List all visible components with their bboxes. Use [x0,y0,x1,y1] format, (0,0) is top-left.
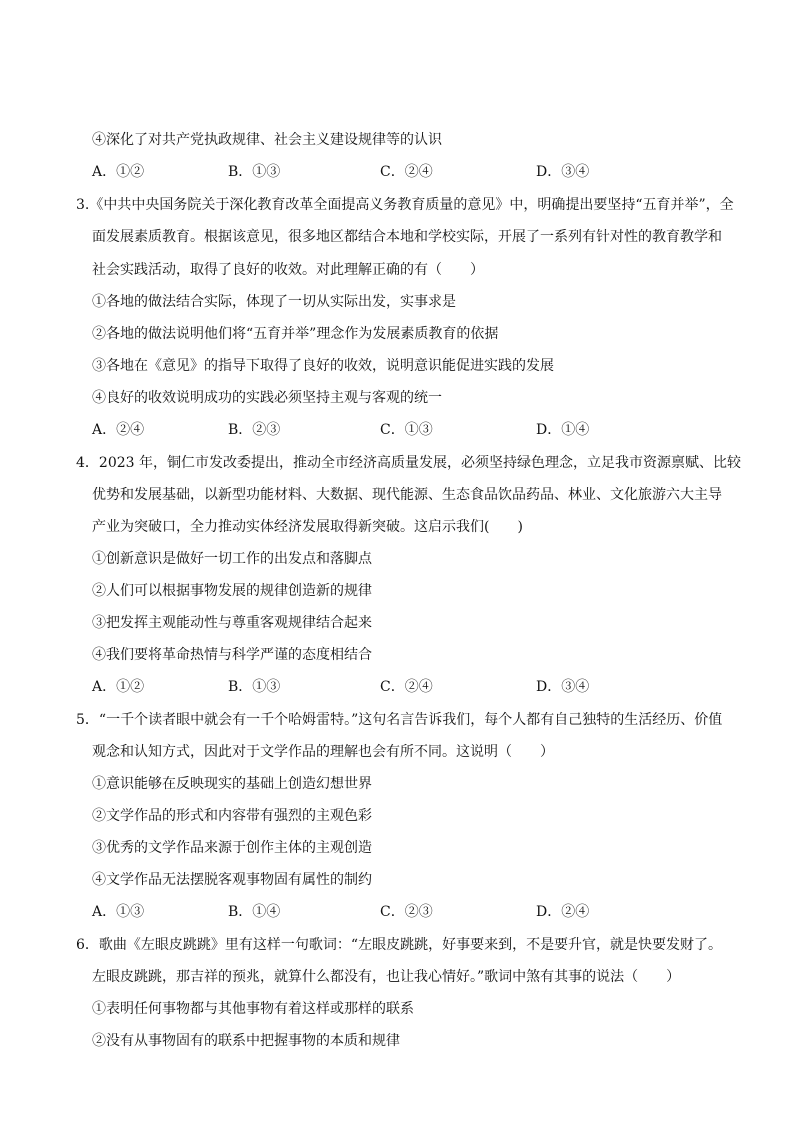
q5-option-4: ④文学作品无法摆脱客观事物固有属性的制约 [92,872,372,888]
q2-choice-d: D．③④ [536,164,590,180]
q4-choice-c: C．②④ [380,679,433,695]
q3-choice-c: C．①③ [380,422,433,438]
q4-option-4: ④我们要将革命热情与科学严谨的态度相结合 [92,647,372,663]
q5-option-2: ②文学作品的形式和内容带有强烈的主观色彩 [92,808,372,824]
q4-stem-line-3: 产业为突破口，全力推动实体经济发展取得新突破。这启示我们( ) [92,519,523,535]
q4-choice-d: D．③④ [536,679,590,695]
q2-choice-c: C．②④ [380,164,433,180]
q3-option-3: ③各地在《意见》的指导下取得了良好的收效，说明意识能促进实践的发展 [92,358,554,374]
q5-choice-a: A．①③ [92,904,145,920]
q5-stem-line-2: 观念和认知方式，因此对于文学作品的理解也会有所不同。这说明（ ） [92,744,554,760]
q2-option-4: ④深化了对共产党执政规律、社会主义建设规律等的认识 [92,132,442,148]
q3-choice-d: D．①④ [536,422,590,438]
q6-option-1: ①表明任何事物都与其他事物有着这样或那样的联系 [92,1001,414,1017]
q5-choice-d: D．②④ [536,904,590,920]
q4-option-2: ②人们可以根据事物发展的规律创造新的规律 [92,583,372,599]
q2-choice-a: A．①② [92,164,145,180]
q4-choice-a: A．①② [92,679,145,695]
q3-option-1: ①各地的做法结合实际，体现了一切从实际出发，实事求是 [92,294,456,310]
q3-stem-line-1: 3.《中共中央国务院关于深化教育改革全面提高义务教育质量的意见》中，明确提出要坚持“五育并举”，全 [76,197,734,213]
q5-choice-c: C．②③ [380,904,433,920]
q3-option-4: ④良好的收效说明成功的实践必须坚持主观与客观的统一 [92,390,442,406]
q5-stem-line-1: 5．“一千个读者眼中就会有一千个哈姆雷特。”这句名言告诉我们，每个人都有自己独特的生活经历、价值 [76,712,723,728]
q6-option-2: ②没有从事物固有的联系中把握事物的本质和规律 [92,1033,400,1049]
q5-choice-b: B．①④ [228,904,281,920]
q4-option-3: ③把发挥主观能动性与尊重客观规律结合起来 [92,615,372,631]
q3-stem-line-3: 社会实践活动，取得了良好的收效。对此理解正确的有（ ） [92,262,484,278]
q5-option-3: ③优秀的文学作品来源于创作主体的主观创造 [92,840,372,856]
q3-choice-b: B．②③ [228,422,281,438]
q4-choice-b: B．①③ [228,679,281,695]
q4-stem-line-1: 4．2023 年，铜仁市发改委提出，推动全市经济高质量发展，必须坚持绿色理念，立足我市资源禀赋、比较 [76,455,741,471]
q3-choice-a: A．②④ [92,422,145,438]
q4-option-1: ①创新意识是做好一切工作的出发点和落脚点 [92,551,372,567]
q6-stem-line-1: 6．歌曲《左眼皮跳跳》里有这样一句歌词：“左眼皮跳跳，好事要来到，不是要升官，就是快要发财了。 [76,937,723,953]
q4-stem-line-2: 优势和发展基础，以新型功能材料、大数据、现代能源、生态食品饮品药品、林业、文化旅游六大主导 [92,487,722,503]
q5-option-1: ①意识能够在反映现实的基础上创造幻想世界 [92,776,372,792]
q6-stem-line-2: 左眼皮跳跳，那吉祥的预兆，就算什么都没有，也让我心情好。”歌词中煞有其事的说法（ ） [92,969,681,985]
q2-choice-b: B．①③ [228,164,281,180]
q3-stem-line-2: 面发展素质教育。根据该意见，很多地区都结合本地和学校实际，开展了一系列有针对性的教育教学和 [92,229,722,245]
q3-option-2: ②各地的做法说明他们将“五育并举”理念作为发展素质教育的依据 [92,326,499,342]
